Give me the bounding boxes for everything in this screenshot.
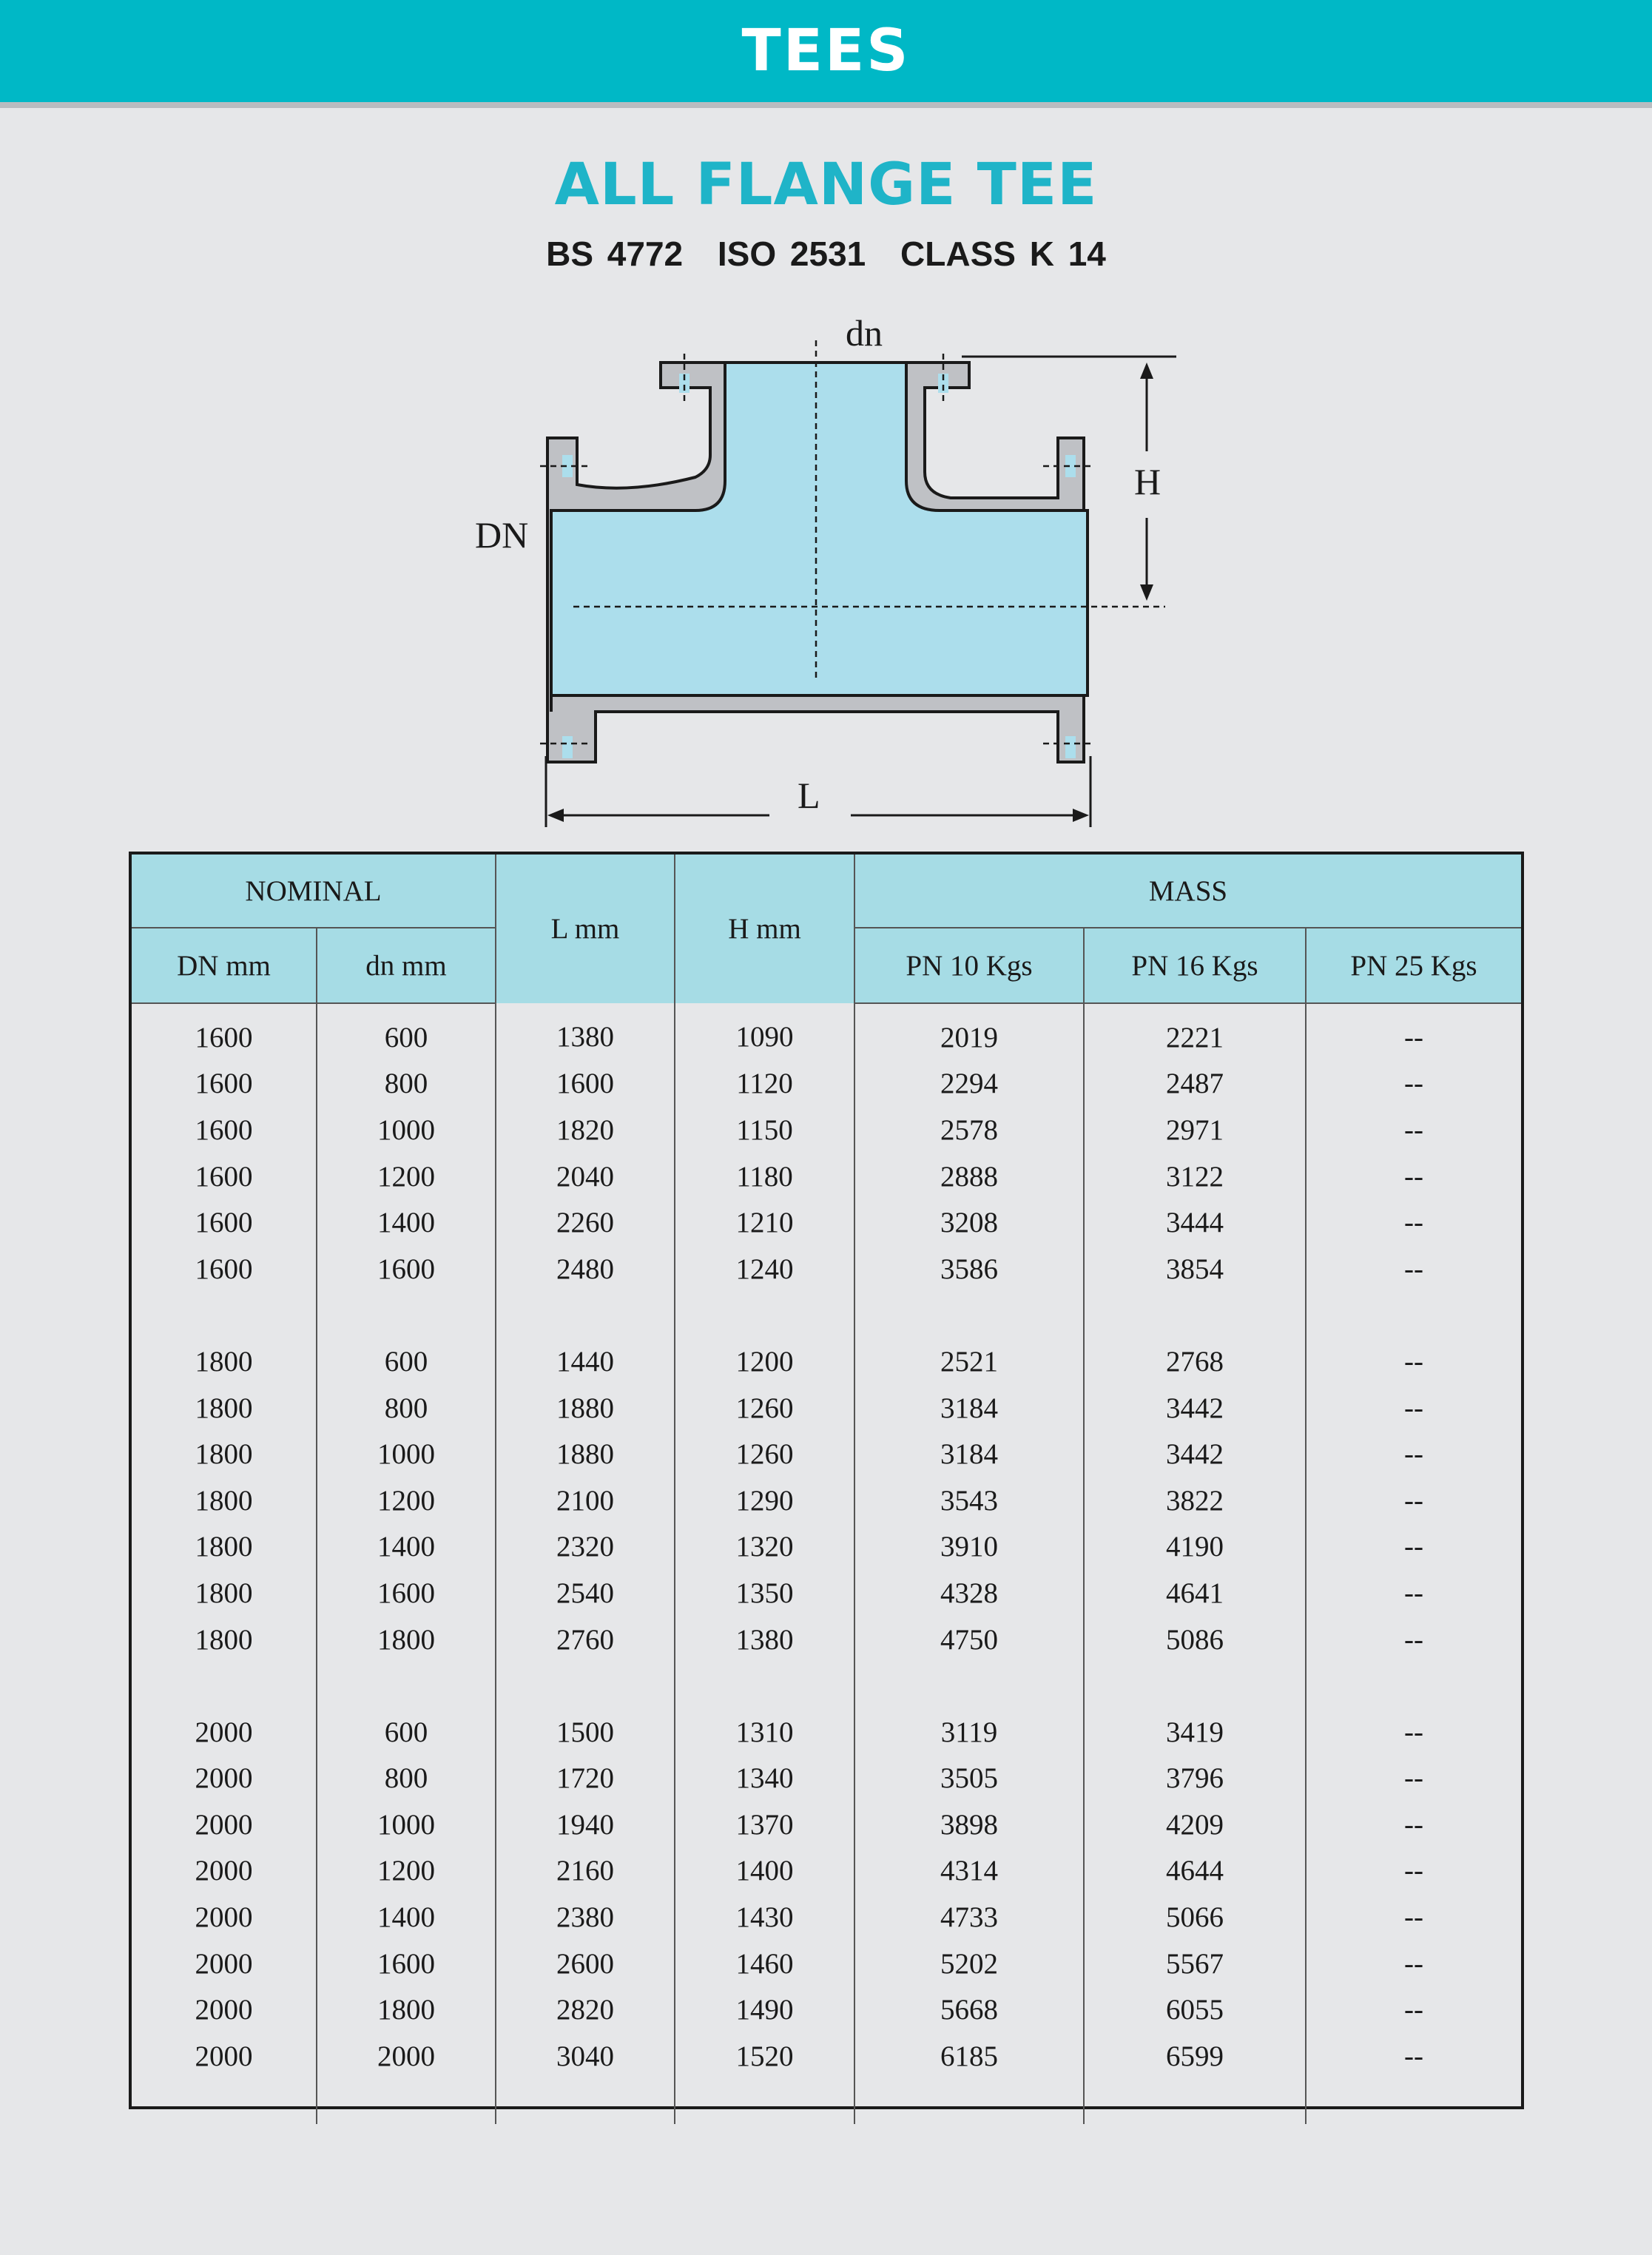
table-row [132,1617,1521,1663]
pn10-cell: 2521 [854,1338,1084,1385]
table-row [132,2033,1521,2080]
dn-branch-cell: 600 [317,1003,496,1061]
h-cell: 1430 [675,1894,854,1941]
dn-branch-cell: 1000 [317,1107,496,1153]
pn10-cell: 4328 [854,1570,1084,1617]
pn16-cell: 4641 [1084,1570,1306,1617]
pn16-cell: 3796 [1084,1756,1306,1802]
pn16-cell: 2487 [1084,1061,1306,1108]
pn16-cell: 4209 [1084,1801,1306,1848]
dn-main-cell: 1600 [132,1003,317,1061]
pn25-cell: -- [1404,1531,1423,1563]
product-title: ALL FLANGE TEE [554,152,1098,218]
dn-main-cell: 2000 [132,2033,317,2080]
pn16-cell: 2768 [1084,1338,1306,1385]
pn10-cell: 5202 [854,1941,1084,1987]
h-cell: 1320 [675,1524,854,1571]
pn10-cell: 4733 [854,1894,1084,1941]
dn-branch-cell: 800 [317,1385,496,1432]
pn16-cell: 3822 [1084,1477,1306,1524]
l-cell: 2160 [496,1848,675,1895]
table-row [132,1338,1521,1385]
pn25-cell: -- [1404,1716,1423,1748]
dn-branch-header: dn mm [317,928,496,1003]
table-row [132,1570,1521,1617]
pn10-cell: 3898 [854,1801,1084,1848]
dn-branch-cell: 1200 [317,1848,496,1895]
dn-branch-cell: 1200 [317,1153,496,1200]
dn-branch-cell: 1600 [317,1570,496,1617]
pn25-cell: -- [1404,1021,1423,1054]
pn16-cell: 2221 [1084,1003,1306,1061]
h-cell: 1340 [675,1756,854,1802]
dn-branch-cell: 2000 [317,2033,496,2080]
dn-branch-cell: 1600 [317,1941,496,1987]
bolt-hole [562,736,573,758]
table-row [132,1941,1521,1987]
pn16-cell: 6599 [1084,2033,1306,2080]
pn25-cell: -- [1404,1855,1423,1887]
h-cell: 1150 [675,1107,854,1153]
dn-branch-cell: 1200 [317,1477,496,1524]
table-row [132,1431,1521,1477]
dn-branch-cell: 600 [317,1709,496,1756]
pn16-cell: 3419 [1084,1709,1306,1756]
pn10-cell: 3119 [854,1709,1084,1756]
pn16-cell: 3854 [1084,1246,1306,1292]
standard-iso: ISO 2531 [717,235,866,273]
pn25-cell: -- [1404,1345,1423,1378]
dn-label: dn [846,312,883,354]
dn-branch-cell: 1400 [317,1894,496,1941]
table-row [132,1199,1521,1246]
pn25-cell: -- [1404,2040,1423,2072]
h-cell: 1180 [675,1153,854,1200]
H-label: H [1134,461,1162,502]
h-cell: 1380 [675,1617,854,1663]
h-cell: 1490 [675,1986,854,2033]
table-body [132,1003,1521,2124]
table-row [132,1709,1521,1756]
l-cell: 1880 [496,1431,675,1477]
h-cell: 1200 [675,1338,854,1385]
pn16-header: PN 16 Kgs [1084,928,1306,1003]
dn-main-cell: 2000 [132,1801,317,1848]
table-row [132,1894,1521,1941]
pn25-cell: -- [1404,1947,1423,1980]
dn-main-cell: 1800 [132,1524,317,1571]
l-cell: 2320 [496,1524,675,1571]
l-cell: 1880 [496,1385,675,1432]
dn-main-cell: 1800 [132,1477,317,1524]
dn-main-cell: 1600 [132,1199,317,1246]
pn10-cell: 3910 [854,1524,1084,1571]
pn25-cell: -- [1404,1808,1423,1841]
dn-main-cell: 1800 [132,1617,317,1663]
pn25-header: PN 25 Kgs [1306,928,1521,1003]
pn16-cell: 4190 [1084,1524,1306,1571]
h-cell: 1370 [675,1801,854,1848]
l-cell: 1440 [496,1338,675,1385]
h-cell: 1400 [675,1848,854,1895]
l-cell: 1820 [496,1107,675,1153]
pn16-cell: 4644 [1084,1848,1306,1895]
dn-main-cell: 2000 [132,1756,317,1802]
table-row [132,1153,1521,1200]
pn10-cell: 3543 [854,1477,1084,1524]
l-cell: 2260 [496,1199,675,1246]
table-row [132,1756,1521,1802]
table-row [132,1986,1521,2033]
pn16-cell: 5567 [1084,1941,1306,1987]
h-cell: 1240 [675,1246,854,1292]
dn-main-cell: 2000 [132,1709,317,1756]
h-header: H mm [675,855,854,1003]
dn-main-cell: 2000 [132,1848,317,1895]
l-cell: 1720 [496,1756,675,1802]
pn16-cell: 3442 [1084,1431,1306,1477]
table-row [132,1246,1521,1292]
table-row [132,1385,1521,1432]
l-cell: 2820 [496,1986,675,2033]
l-cell: 1600 [496,1061,675,1108]
l-cell: 2600 [496,1941,675,1987]
DN-label: DN [475,514,529,556]
pn25-cell: -- [1404,1207,1423,1239]
h-cell: 1120 [675,1061,854,1108]
dn-main-cell: 1600 [132,1107,317,1153]
table-row [132,1801,1521,1848]
pn16-cell: 3122 [1084,1153,1306,1200]
table-row [132,1061,1521,1108]
pn25-cell: -- [1404,1392,1423,1424]
pn10-cell: 3505 [854,1756,1084,1802]
pn10-cell: 2578 [854,1107,1084,1153]
pn16-cell: 2971 [1084,1107,1306,1153]
pn10-cell: 2019 [854,1003,1084,1061]
tee-bore [551,363,1088,695]
table-row [132,1003,1521,1061]
pn16-cell: 3444 [1084,1199,1306,1246]
l-cell: 1940 [496,1801,675,1848]
h-cell: 1260 [675,1431,854,1477]
l-cell: 2760 [496,1617,675,1663]
dimension-table [129,852,1524,2109]
banner-title: TEES [741,18,911,84]
l-cell: 2480 [496,1246,675,1292]
dn-main-cell: 1600 [132,1061,317,1108]
table-row [132,1848,1521,1895]
dn-main-header: DN mm [132,928,317,1003]
h-cell: 1210 [675,1199,854,1246]
pn10-cell: 4314 [854,1848,1084,1895]
pn10-header: PN 10 Kgs [854,928,1084,1003]
l-cell: 1380 [496,1003,675,1061]
h-cell: 1310 [675,1709,854,1756]
h-cell: 1260 [675,1385,854,1432]
dn-branch-cell: 1000 [317,1431,496,1477]
pn10-cell: 3586 [854,1246,1084,1292]
l-cell: 2380 [496,1894,675,1941]
l-cell: 2100 [496,1477,675,1524]
dn-main-cell: 1800 [132,1338,317,1385]
pn10-cell: 4750 [854,1617,1084,1663]
table-row [132,1107,1521,1153]
dn-branch-cell: 1600 [317,1246,496,1292]
pn25-cell: -- [1404,1068,1423,1100]
nominal-header: NOMINAL [132,855,496,928]
dn-branch-cell: 800 [317,1756,496,1802]
pn16-cell: 6055 [1084,1986,1306,2033]
pn10-cell: 3184 [854,1431,1084,1477]
pn25-cell: -- [1404,1623,1423,1656]
l-cell: 2040 [496,1153,675,1200]
pn10-cell: 6185 [854,2033,1084,2080]
pn25-cell: -- [1404,1438,1423,1471]
l-cell: 3040 [496,2033,675,2080]
h-cell: 1520 [675,2033,854,2080]
mass-header: MASS [854,855,1521,928]
pn25-cell: -- [1404,1762,1423,1795]
dn-branch-cell: 1000 [317,1801,496,1848]
dn-main-cell: 1600 [132,1246,317,1292]
dn-branch-cell: 1400 [317,1524,496,1571]
dn-branch-cell: 600 [317,1338,496,1385]
dn-main-cell: 1800 [132,1431,317,1477]
pn25-cell: -- [1404,1253,1423,1285]
group-spacer [132,1662,1521,1709]
pn16-cell: 5086 [1084,1617,1306,1663]
l-cell: 1500 [496,1709,675,1756]
dn-main-cell: 2000 [132,1986,317,2033]
dn-main-cell: 1600 [132,1153,317,1200]
h-cell: 1290 [675,1477,854,1524]
dn-branch-cell: 1800 [317,1617,496,1663]
dn-branch-cell: 800 [317,1061,496,1108]
standard-bs: BS 4772 [546,235,684,273]
l-cell: 2540 [496,1570,675,1617]
dn-main-cell: 1800 [132,1570,317,1617]
pn10-cell: 2294 [854,1061,1084,1108]
group-spacer [132,1292,1521,1339]
dn-main-cell: 2000 [132,1941,317,1987]
h-cell: 1090 [675,1003,854,1061]
l-header: L mm [496,855,675,1003]
tee-diagram [0,0,1652,851]
pn10-cell: 3208 [854,1199,1084,1246]
bolt-hole [1065,736,1076,758]
table-filler [132,2080,1521,2124]
pn25-cell: -- [1404,1901,1423,1934]
dn-branch-cell: 1400 [317,1199,496,1246]
pn25-cell: -- [1404,1577,1423,1609]
pn25-cell: -- [1404,1160,1423,1193]
pn10-cell: 2888 [854,1153,1084,1200]
dn-main-cell: 1800 [132,1385,317,1432]
dn-main-cell: 2000 [132,1894,317,1941]
pn25-cell: -- [1404,1994,1423,2026]
pn16-cell: 5066 [1084,1894,1306,1941]
pn10-cell: 3184 [854,1385,1084,1432]
pn16-cell: 3442 [1084,1385,1306,1432]
pn25-cell: -- [1404,1484,1423,1517]
dn-branch-cell: 1800 [317,1986,496,2033]
pn10-cell: 5668 [854,1986,1084,2033]
h-cell: 1460 [675,1941,854,1987]
spec-table [132,855,1521,2124]
h-cell: 1350 [675,1570,854,1617]
L-label: L [798,775,820,816]
table-row [132,1477,1521,1524]
table-row [132,1524,1521,1571]
pn25-cell: -- [1404,1113,1423,1146]
standard-class: CLASS K 14 [900,235,1106,273]
